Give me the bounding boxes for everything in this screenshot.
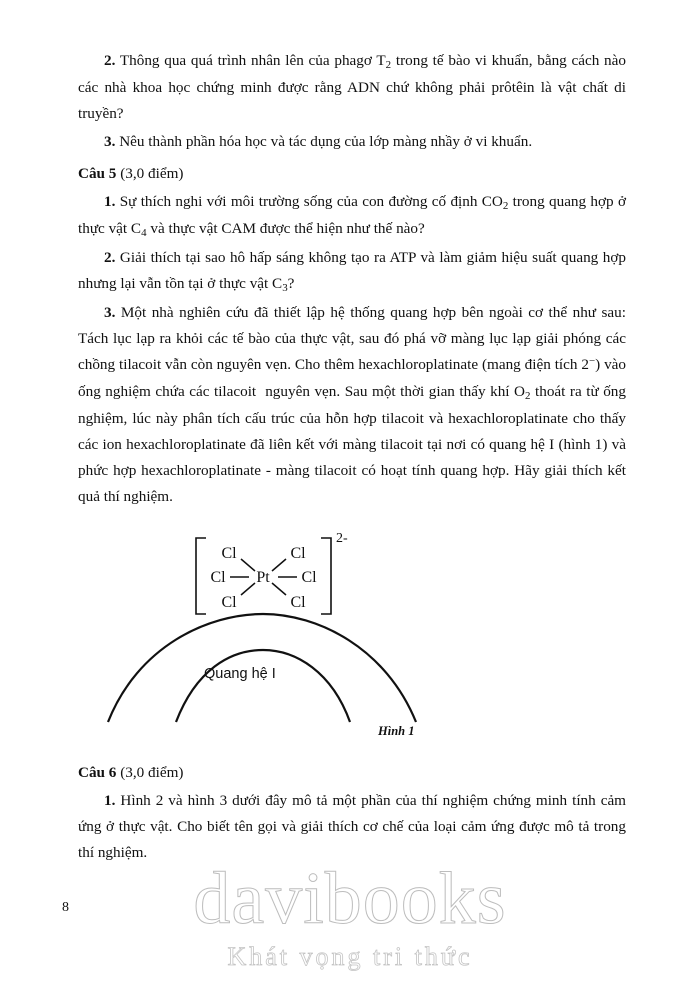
atom-cl-2: Cl	[290, 545, 306, 563]
photosystem-1-label: Quang hệ I	[204, 666, 276, 683]
paragraph-text: Một nhà nghiên cứu đã thiết lập hệ thống quang hợp bên ngoài cơ thể như sau: Tách lục lạp ra khỏi các tế bào của thực vật, sau đó phá vỡ màng lục lạp giải phóng các chồng tilacoit vẫn còn nguyên vẹn. Cho thêm hexachloroplatinate (mang điện tích 2−) vào ống nghiệm chứa các tilacoit nguyên vẹn. Sau một thời gian thấy khí $O_2$ thoát ra từ ống nghiệm, lúc này phân tích cấu trúc của hỗn hợp tilacoit và hexachloroplatinate cho thấy các ion hexachloroplatinate đã liên kết với màng tilacoit tại nơi có quang hệ I (hình 1) và phức hợp hexachloroplatinate - màng tilacoit có hoạt tính quang hợp. Hãy giải thích kết quả thí nghiệm.	[78, 304, 626, 505]
paragraph-q6-item1	[78, 788, 626, 866]
watermark-sub-text: Khát vọng tri thức	[227, 942, 473, 971]
list-marker: 3.	[104, 304, 116, 322]
list-marker: 2.	[104, 52, 116, 69]
paragraph-q5-item1	[78, 189, 626, 243]
paragraph-q5-item2	[78, 245, 626, 298]
figure-1	[78, 516, 626, 754]
question-5-heading	[78, 161, 626, 187]
membrane-arc-inner	[176, 650, 350, 722]
question-label: Câu 6	[78, 764, 117, 782]
list-marker: 2.	[104, 249, 116, 267]
atom-cl-3: Cl	[210, 569, 226, 587]
figure-caption: Hình 1	[378, 724, 415, 739]
atom-cl-1: Cl	[221, 545, 237, 563]
atom-pt: Pt	[256, 569, 270, 587]
watermark-main-text: davibooks	[193, 858, 507, 940]
question-6-heading	[78, 760, 626, 786]
bracket-right	[321, 538, 331, 614]
molecule-labels	[210, 531, 348, 611]
paragraph-text: Thông qua quá trình nhân lên của phagơ $T_2$ trong tế bào vi khuẩn, bằng cách nào các nhà khoa học chứng minh được rằng ADN chứ không phải prôtêin là vật chất di truyền?	[78, 52, 626, 123]
paragraph-q4-item2	[78, 48, 626, 127]
atom-cl-6: Cl	[290, 594, 306, 612]
question-points: (3,0 điểm)	[120, 764, 184, 782]
paragraph-text: Sự thích nghi với môi trường sống của con đường cố định $CO_2$ trong quang hợp ở thực vật $C_4$ và thực vật CAM được thể hiện như thế nào?	[78, 193, 626, 240]
atom-cl-5: Cl	[221, 594, 237, 612]
list-marker: 3.	[104, 133, 116, 151]
watermark	[0, 858, 700, 971]
charge-label: 2-	[336, 531, 348, 547]
bracket-left	[196, 538, 206, 614]
paragraph-text: Nêu thành phần hóa học và tác dụng của lớp màng nhầy ở vi khuẩn.	[119, 133, 533, 151]
page-content	[78, 48, 626, 869]
list-marker: 1.	[104, 193, 116, 211]
paragraph-text: Hình 2 và hình 3 dưới đây mô tả một phần của thí nghiệm chứng minh tính cảm ứng ở thực vật. Cho biết tên gọi và giải thích cơ chế của loại cảm ứng được mô tả trong thí nghiệm.	[78, 792, 626, 862]
paragraph-q5-item3	[78, 300, 626, 510]
atom-cl-4: Cl	[301, 569, 317, 587]
question-points: (3,0 điểm)	[120, 165, 184, 183]
figure-1-graphic	[78, 516, 626, 754]
question-label: Câu 5	[78, 165, 117, 183]
paragraph-q4-item3	[78, 129, 626, 155]
paragraph-text: Giải thích tại sao hô hấp sáng không tạo ra ATP và làm giảm hiệu suất quang hợp nhưng lại vẫn tồn tại ở thực vật $C_3$?	[78, 249, 627, 295]
list-marker: 1.	[104, 792, 116, 810]
page-number: 8	[62, 900, 69, 915]
